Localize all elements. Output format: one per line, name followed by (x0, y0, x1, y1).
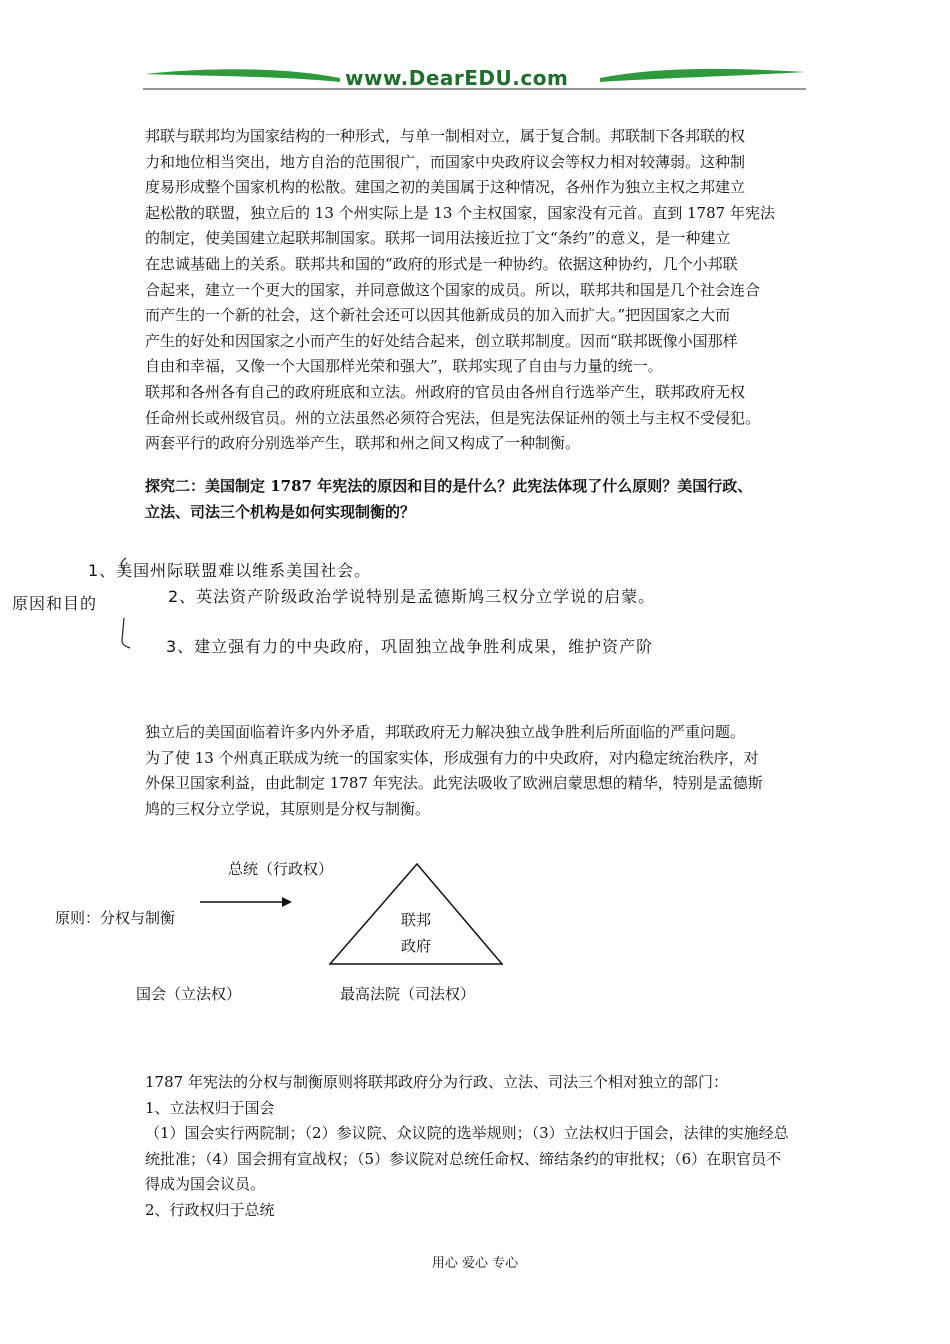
bottom-line: 1、立法权归于国会 (145, 1098, 275, 1117)
intro-line: 度易形成整个国家机构的松散。建国之初的美国属于这种情况，各州作为独立主权之邦建立 (145, 178, 746, 197)
question-line: 立法、司法三个机构是如何实现制衡的？ (145, 502, 416, 521)
intro-line: 合起来，建立一个更大的国家，并同意做这个国家的成员。所以，联邦共和国是几个社会连合 (145, 280, 761, 299)
answer-line: 为了使 13 个州真正联成为统一的国家实体，形成强有力的中央政府，对内稳定统治秩序，对 (145, 748, 759, 767)
intro-line: 力和地位相当突出，地方自治的范围很广，而国家中央政府议会等权力相对较薄弱。这种制 (145, 152, 746, 171)
page-footer: 用心 爱心 专心 (431, 1256, 519, 1271)
bottom-line: 2、行政权归于总统 (145, 1200, 275, 1219)
intro-line: 联邦和各州各有自己的政府班底和立法。州政府的官员由各州自行选举产生，联邦政府无权 (145, 382, 746, 401)
intro-line: 自由和幸福，又像一个大国那样光荣和强大”，联邦实现了自由与力量的统一。 (145, 357, 663, 376)
question-line: 探究二：美国制定 1787 年宪法的原因和目的是什么？此宪法体现了什么原则？美国行政、 (145, 477, 753, 495)
intro-line: 在忠诚基础上的关系。联邦共和国的“政府的形式是一种协约。依据这种协约，几个小邦联 (145, 254, 738, 273)
court-label: 最高法院（司法权） (340, 985, 476, 1003)
answer-paragraph (145, 720, 820, 822)
site-logo-text: www.DearEDU.com (345, 66, 569, 90)
answer-line: 鸠的三权分立学说，其原则是分权与制衡。 (145, 799, 431, 818)
answer-line: 外保卫国家利益，由此制定 1787 年宪法。此宪法吸收了欧洲启蒙思想的精华，特别是孟德斯 (145, 774, 763, 793)
intro-line: 产生的好处和因国家之小而产生的好处结合起来，创立联邦制度。因而“联邦既像小国那样 (145, 331, 738, 350)
president-label: 总统（行政权） (228, 860, 334, 878)
arrow-icon (198, 892, 294, 912)
question-heading (145, 474, 820, 525)
bottom-line: 1787 年宪法的分权与制衡原则将联邦政府分为行政、立法、司法三个相对独立的部门： (145, 1073, 728, 1091)
bottom-line: 得成为国会议员。 (145, 1175, 266, 1194)
intro-line: 的制定，使美国建立起联邦制国家。联邦一词用法接近拉丁文“条约”的意义，是一种建立 (145, 229, 731, 248)
intro-line: 任命州长或州级官员。州的立法虽然必须符合宪法，但是宪法保证州的领土与主权不受侵犯。 (145, 408, 761, 427)
note-item-3: 3、建立强有力的中央政府，巩固独立战争胜利成果，维护资产阶 (166, 637, 654, 656)
congress-label: 国会（立法权） (136, 985, 242, 1003)
center-label-line1: 联邦 (401, 911, 432, 929)
center-label-line2: 政府 (401, 937, 432, 955)
intro-paragraph (145, 124, 820, 457)
answer-line: 独立后的美国面临着许多内外矛盾，邦联政府无力解决独立战争胜利后所面临的严重问题。 (145, 723, 746, 741)
note-item-1: 1、美国州际联盟难以维系美国社会。 (88, 561, 372, 580)
bottom-line: 统批准；（4）国会拥有宣战权；（5）参议院对总统任命权、缔结条约的审批权；（6）在职官员不 (145, 1149, 782, 1168)
bottom-paragraph (145, 1070, 820, 1224)
note-group-label: 原因和目的 (12, 594, 98, 613)
principle-label: 原则：分权与制衡 (55, 909, 176, 927)
bottom-line: （1）国会实行两院制；（2）参议院、众议院的选举规则；（3）立法权归于国会，法律的实施经总 (145, 1124, 789, 1143)
intro-line: 起松散的联盟，独立后的 13 个州实际上是 13 个主权国家，国家没有元首。直到 1787 年宪法 (145, 203, 775, 222)
bracket-decoration (116, 556, 136, 652)
intro-line: 邦联与联邦均为国家结构的一种形式，与单一制相对立，属于复合制。邦联制下各邦联的权 (145, 127, 746, 145)
note-item-2: 2、英法资产阶级政治学说特别是孟德斯鸠三权分立学说的启蒙。 (168, 587, 656, 606)
intro-line: 而产生的一个新的社会，这个新社会还可以因其他新成员的加入而扩大。”把因国家之大而 (145, 306, 731, 325)
intro-line: 两套平行的政府分别选举产生，联邦和州之间又构成了一种制衡。 (145, 434, 581, 453)
